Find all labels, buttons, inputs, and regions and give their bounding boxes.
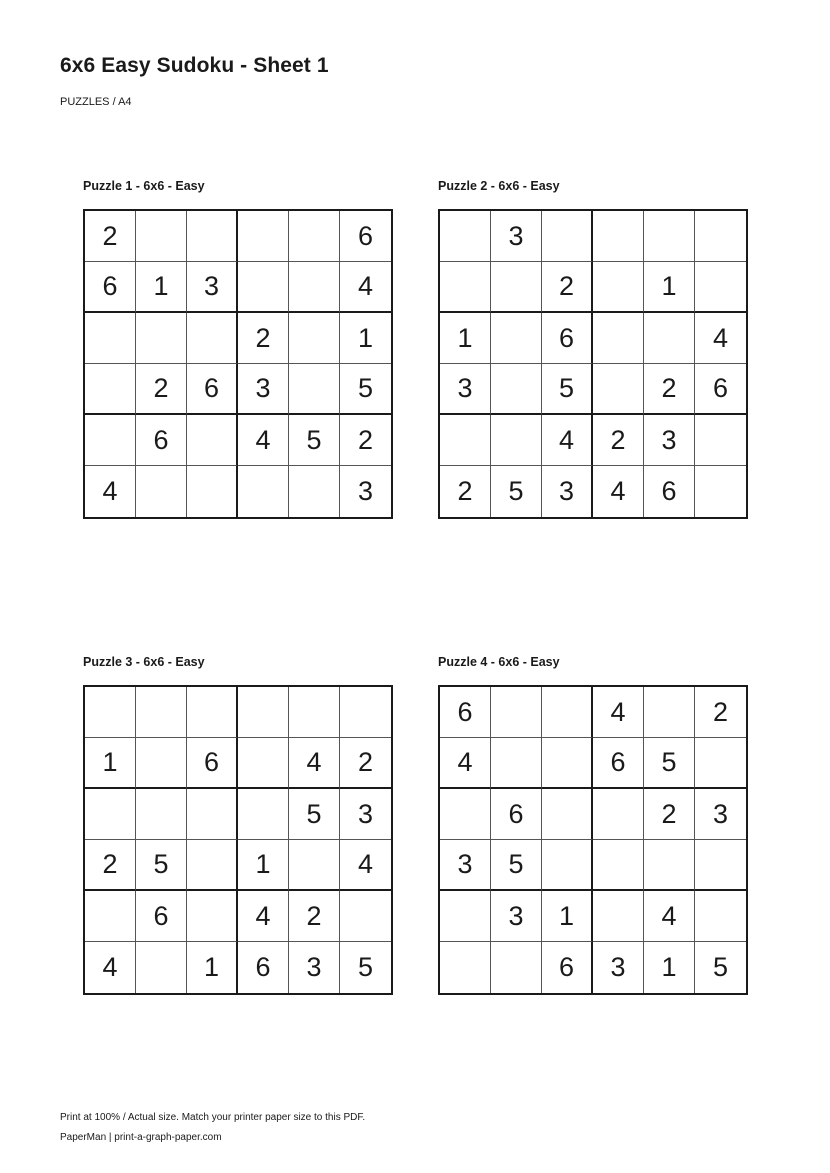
puzzle-title: Puzzle 4 - 6x6 - Easy (438, 655, 560, 669)
grid-cell: 4 (644, 891, 695, 942)
grid-cell (542, 211, 593, 262)
grid-cell (491, 738, 542, 789)
grid-cell (187, 789, 238, 840)
page-subtitle: PUZZLES / A4 (60, 96, 132, 108)
grid-cell: 5 (289, 789, 340, 840)
grid-cell (440, 262, 491, 313)
grid-cell: 1 (187, 942, 238, 993)
grid-cell (136, 466, 187, 517)
grid-cell: 2 (340, 738, 391, 789)
grid-cell (695, 415, 746, 466)
grid-cell: 6 (238, 942, 289, 993)
print-instructions: Print at 100% / Actual size. Match your printer paper size to this PDF. (60, 1112, 366, 1123)
grid-cell: 1 (136, 262, 187, 313)
grid-cell: 5 (491, 840, 542, 891)
grid-cell (289, 466, 340, 517)
grid-cell: 4 (593, 687, 644, 738)
grid-cell: 6 (85, 262, 136, 313)
grid-cell (289, 211, 340, 262)
grid-cell: 2 (644, 789, 695, 840)
grid-cell (340, 687, 391, 738)
grid-cell (238, 738, 289, 789)
grid-cell (85, 687, 136, 738)
grid-cell (593, 262, 644, 313)
grid-cell (85, 415, 136, 466)
grid-cell (85, 789, 136, 840)
grid-cell: 1 (542, 891, 593, 942)
grid-cell (187, 466, 238, 517)
grid-cell: 3 (491, 891, 542, 942)
grid-cell: 1 (644, 262, 695, 313)
grid-cell: 2 (593, 415, 644, 466)
grid-cell (238, 687, 289, 738)
grid-cell: 5 (644, 738, 695, 789)
grid-cell: 4 (238, 891, 289, 942)
grid-cell: 6 (440, 687, 491, 738)
grid-cell (695, 466, 746, 517)
grid-cell (85, 313, 136, 364)
grid-cell: 3 (289, 942, 340, 993)
grid-cell (136, 738, 187, 789)
grid-cell: 1 (644, 942, 695, 993)
grid-cell (593, 313, 644, 364)
grid-cell (695, 262, 746, 313)
grid-cell: 6 (187, 364, 238, 415)
grid-cell (542, 840, 593, 891)
grid-cell: 5 (712, 952, 729, 982)
grid-cell (491, 364, 542, 415)
grid-cell (593, 364, 644, 415)
grid-cell (187, 313, 238, 364)
grid-cell (644, 313, 695, 364)
grid-cell (440, 211, 491, 262)
grid-cell (238, 262, 289, 313)
grid-cell: 5 (289, 415, 340, 466)
grid-cell: 6 (542, 942, 593, 993)
grid-cell: 3 (357, 476, 374, 506)
grid-cell (593, 211, 644, 262)
sudoku-grid (83, 685, 393, 995)
grid-cell: 2 (136, 364, 187, 415)
grid-cell (136, 789, 187, 840)
grid-cell: 3 (340, 789, 391, 840)
grid-cell: 3 (542, 466, 593, 517)
grid-cell (289, 840, 340, 891)
grid-cell: 3 (440, 840, 491, 891)
grid-cell: 4 (695, 313, 746, 364)
grid-cell (136, 211, 187, 262)
grid-cell (491, 942, 542, 993)
grid-cell: 6 (695, 364, 746, 415)
grid-cell (440, 789, 491, 840)
grid-cell (238, 789, 289, 840)
page-title: 6x6 Easy Sudoku - Sheet 1 (60, 54, 329, 77)
grid-cell (187, 687, 238, 738)
grid-cell: 2 (340, 415, 391, 466)
grid-cell: 2 (85, 211, 136, 262)
grid-cell (289, 262, 340, 313)
grid-cell: 5 (340, 364, 391, 415)
grid-cell: 3 (695, 789, 746, 840)
grid-cell: 6 (491, 789, 542, 840)
grid-cell: 2 (542, 262, 593, 313)
grid-cell: 5 (491, 466, 542, 517)
grid-cell: 1 (440, 313, 491, 364)
grid-cell: 6 (593, 738, 644, 789)
grid-cell (542, 738, 593, 789)
grid-cell (440, 942, 491, 993)
grid-cell (644, 687, 695, 738)
grid-cell: 6 (644, 466, 695, 517)
grid-cell: 5 (357, 952, 374, 982)
grid-cell: 4 (289, 738, 340, 789)
grid-cell: 4 (85, 942, 136, 993)
grid-cell: 2 (440, 466, 491, 517)
grid-cell: 2 (695, 687, 746, 738)
grid-cell: 2 (289, 891, 340, 942)
grid-cell: 3 (593, 942, 644, 993)
grid-cell (695, 738, 746, 789)
grid-cell (187, 891, 238, 942)
grid-cell (187, 840, 238, 891)
grid-cell: 2 (85, 840, 136, 891)
grid-cell: 1 (238, 840, 289, 891)
grid-cell: 1 (85, 738, 136, 789)
puzzle-title: Puzzle 1 - 6x6 - Easy (83, 179, 205, 193)
grid-cell: 3 (491, 211, 542, 262)
grid-cell (85, 364, 136, 415)
grid-cell (289, 313, 340, 364)
grid-cell: 4 (542, 415, 593, 466)
grid-cell (593, 840, 644, 891)
grid-cell: 5 (542, 364, 593, 415)
grid-cell (542, 687, 593, 738)
grid-cell (440, 415, 491, 466)
grid-cell: 4 (440, 738, 491, 789)
grid-cell (593, 891, 644, 942)
grid-cell (238, 466, 289, 517)
grid-cell (644, 211, 695, 262)
puzzle-title: Puzzle 2 - 6x6 - Easy (438, 179, 560, 193)
grid-cell: 4 (340, 840, 391, 891)
grid-cell (695, 211, 746, 262)
grid-cell (187, 211, 238, 262)
grid-cell: 6 (542, 313, 593, 364)
puzzle-title: Puzzle 3 - 6x6 - Easy (83, 655, 205, 669)
grid-cell: 6 (136, 415, 187, 466)
grid-cell: 4 (85, 466, 136, 517)
footer-brand: PaperMan | print-a-graph-paper.com (60, 1132, 222, 1143)
grid-cell (187, 415, 238, 466)
grid-cell: 4 (593, 466, 644, 517)
grid-cell (491, 262, 542, 313)
grid-cell (491, 687, 542, 738)
grid-cell (136, 687, 187, 738)
grid-cell: 1 (340, 313, 391, 364)
grid-cell: 5 (136, 840, 187, 891)
grid-cell: 3 (644, 415, 695, 466)
grid-cell (440, 891, 491, 942)
grid-cell (289, 364, 340, 415)
grid-cell (238, 211, 289, 262)
grid-cell: 6 (136, 891, 187, 942)
sudoku-grid (83, 209, 393, 519)
grid-cell: 3 (440, 364, 491, 415)
grid-cell (340, 891, 391, 942)
grid-cell: 2 (644, 364, 695, 415)
sudoku-grid (438, 685, 748, 995)
grid-cell (136, 313, 187, 364)
grid-cell (85, 891, 136, 942)
grid-cell (695, 840, 746, 891)
grid-cell (289, 687, 340, 738)
sudoku-grid (438, 209, 748, 519)
grid-cell: 3 (187, 262, 238, 313)
grid-cell (491, 415, 542, 466)
grid-cell: 6 (187, 738, 238, 789)
grid-cell: 3 (238, 364, 289, 415)
grid-cell: 6 (340, 211, 391, 262)
grid-cell (644, 840, 695, 891)
grid-cell (593, 789, 644, 840)
grid-cell: 4 (238, 415, 289, 466)
grid-cell (695, 891, 746, 942)
grid-cell (491, 313, 542, 364)
grid-cell: 2 (238, 313, 289, 364)
grid-cell (542, 789, 593, 840)
grid-cell (136, 942, 187, 993)
grid-cell: 4 (340, 262, 391, 313)
